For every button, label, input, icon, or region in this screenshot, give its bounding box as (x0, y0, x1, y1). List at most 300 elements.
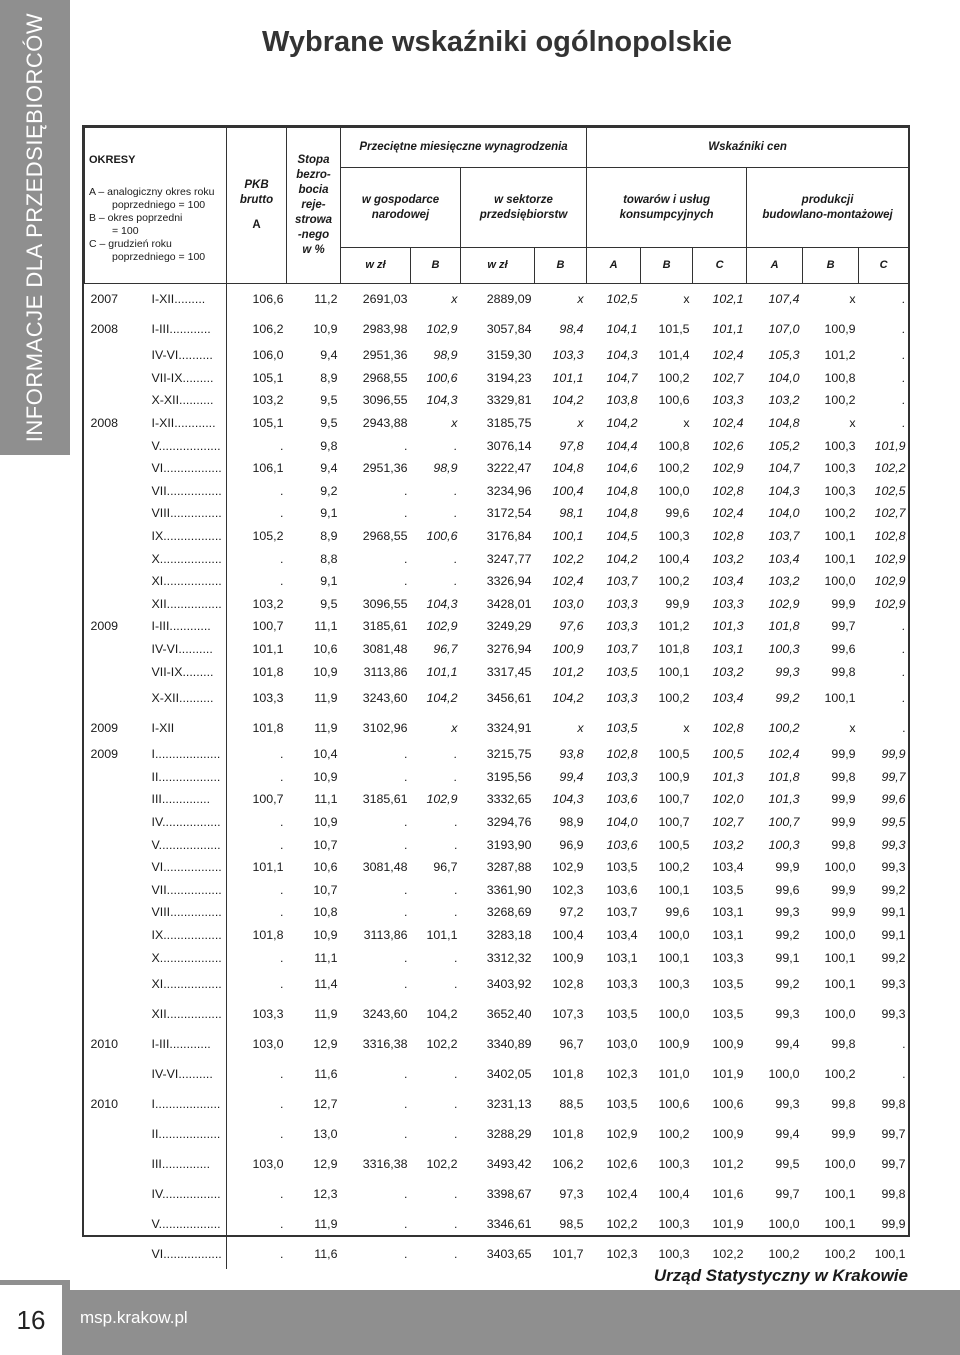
table-cell: 11,9 (314, 720, 338, 735)
table-cell: 100,9 (824, 322, 856, 336)
header-towary (587, 168, 747, 248)
table-cell: 99,9 (775, 860, 800, 875)
table-cell: . (902, 1036, 906, 1051)
table-cell: 100,2 (658, 1126, 690, 1141)
table-cell: . (404, 1066, 408, 1081)
table-cell: . (227, 969, 287, 999)
table-cell: 104,5 (606, 529, 638, 544)
sub-header: C (693, 248, 747, 284)
table-cell: 100,9 (658, 1036, 690, 1051)
table-cell: 99,7 (881, 769, 906, 784)
table-cell: 100,3 (658, 529, 690, 544)
table-cell: 99,8 (881, 1186, 906, 1201)
table-cell: 9,1 (320, 574, 338, 589)
legend-line: = 100 (112, 225, 139, 237)
table-cell: 101,9 (712, 1066, 744, 1081)
table-cell: x (451, 720, 458, 735)
table-cell: . (902, 393, 906, 408)
table-cell: 3057,84 (486, 322, 532, 336)
table-row (85, 525, 909, 548)
cell-period: I-XII............ (151, 416, 216, 431)
table-row (85, 570, 909, 593)
table-cell: 100,1 (874, 1246, 906, 1261)
table-cell: 3268,69 (486, 905, 532, 920)
table-cell: 99,2 (775, 976, 800, 991)
table-cell: 99,3 (775, 905, 800, 920)
table-cell: 12,9 (313, 1156, 338, 1171)
table-cell: 103,5 (606, 1006, 638, 1021)
header-text: A (252, 219, 261, 231)
table-cell: 9,8 (320, 438, 338, 453)
table-cell: 103,1 (606, 950, 638, 965)
cell-period: VIII............... (151, 506, 222, 521)
cell-period: I-XII......... (151, 292, 206, 306)
cell-period: IV-VI.......... (151, 348, 213, 363)
table-cell: . (227, 743, 287, 766)
table-cell: 3102,96 (362, 720, 408, 735)
table-cell: 99,3 (775, 1006, 800, 1021)
table-row (85, 788, 909, 811)
table-cell: . (227, 1119, 287, 1149)
cell-year: 2010 (90, 1096, 119, 1111)
header-text: towarów i usług (623, 193, 710, 206)
table-cell: 103,7 (606, 905, 638, 920)
table-cell: . (404, 1186, 408, 1201)
table-cell: 3493,42 (486, 1156, 532, 1171)
table-cell: . (404, 976, 408, 991)
cell-period: IV-VI.......... (151, 642, 213, 657)
table-cell: 8,8 (320, 551, 338, 566)
table-cell: 102,8 (712, 529, 744, 544)
table-cell: 104,2 (606, 416, 638, 431)
table-cell: 102,9 (874, 596, 906, 611)
cell-year (85, 457, 149, 480)
table-cell: 3312,32 (486, 950, 532, 965)
table-cell: 102,7 (874, 506, 906, 521)
cell-period: I-III............ (151, 619, 211, 634)
table-cell: 12,9 (313, 1036, 338, 1051)
table-row (85, 389, 909, 412)
table-cell: 99,9 (831, 747, 856, 762)
table-cell: 102,2 (606, 1216, 638, 1231)
table-cell: 100,1 (824, 529, 856, 544)
table-cell: 9,5 (320, 393, 338, 408)
table-row (85, 713, 909, 743)
table-cell: . (227, 878, 287, 901)
table-cell: 104,0 (768, 370, 800, 385)
cell-period: I................... (151, 747, 221, 762)
table-cell: 100,1 (824, 950, 856, 965)
table-cell: 97,6 (559, 619, 584, 634)
table-cell: 99,9 (881, 747, 906, 762)
header-text: reje- (301, 199, 326, 211)
table-row (85, 901, 909, 924)
table-cell: . (454, 747, 458, 762)
table-cell: 103,2 (768, 574, 800, 589)
table-cell: 99,2 (775, 927, 800, 942)
cell-period: V.................. (151, 438, 221, 453)
cell-period: IV-VI.......... (151, 1066, 213, 1081)
table-cell: . (227, 434, 287, 457)
table-row (85, 924, 909, 947)
table-cell: 11,2 (314, 292, 338, 306)
table-cell: 100,2 (824, 506, 856, 521)
table-cell: 3172,54 (486, 506, 532, 521)
table-cell: 3185,61 (362, 792, 408, 807)
table-cell: 100,2 (658, 860, 690, 875)
cell-period: VII-IX......... (151, 370, 214, 385)
table-cell: 100,0 (824, 1006, 856, 1021)
table-cell: 103,6 (606, 792, 638, 807)
table-row (85, 946, 909, 969)
table-cell: 103,3 (712, 393, 744, 408)
table-cell: 11,4 (314, 976, 338, 991)
table-cell: . (454, 837, 458, 852)
cell-year (85, 788, 149, 811)
table-cell: 102,4 (712, 348, 744, 363)
table-cell: 3326,94 (486, 574, 532, 589)
table-cell: 103,3 (606, 690, 638, 705)
cell-period: VII................ (151, 483, 222, 498)
table-row (85, 969, 909, 999)
table-cell: 102,6 (606, 1156, 638, 1171)
table-cell: 3346,61 (486, 1216, 532, 1231)
table-cell: 102,9 (552, 860, 584, 875)
table-cell: 100,6 (658, 1096, 690, 1111)
sub-header: B (641, 248, 693, 284)
table-cell: 10,9 (313, 769, 338, 784)
table-cell: 100,3 (824, 483, 856, 498)
header-wskazniki: Wskaźniki cen (587, 128, 909, 168)
table-cell: . (404, 747, 408, 762)
table-cell: 105,2 (768, 438, 800, 453)
table-cell: 103,6 (606, 837, 638, 852)
table-cell: 101,6 (712, 1186, 744, 1201)
footer-bar (64, 1290, 960, 1355)
table-cell: 102,9 (426, 322, 458, 336)
table-cell: 3176,84 (486, 529, 532, 544)
table-cell: 11,6 (314, 1066, 338, 1081)
table-cell: 102,9 (426, 792, 458, 807)
table-cell: 3402,05 (486, 1066, 532, 1081)
table-cell: 101,3 (712, 619, 744, 634)
table-cell: . (227, 547, 287, 570)
cell-year (85, 1239, 149, 1269)
table-cell: 101,8 (658, 642, 690, 657)
table-cell: 100,1 (552, 529, 584, 544)
table-cell: 103,4 (768, 551, 800, 566)
table-cell: 99,7 (881, 1156, 906, 1171)
table-cell: 101,1 (227, 856, 287, 879)
cell-year: 2008 (90, 322, 119, 336)
table-cell: 3361,90 (486, 882, 532, 897)
table-cell: 103,2 (712, 664, 744, 679)
table-cell: . (454, 976, 458, 991)
table-row (85, 615, 909, 638)
table-cell: . (227, 502, 287, 525)
table-cell: 102,3 (606, 1066, 638, 1081)
table-cell: 101,1 (227, 638, 287, 661)
table-cell: 103,2 (227, 389, 287, 412)
table-cell: 104,0 (606, 814, 638, 829)
table-cell: x (451, 292, 458, 306)
table-cell: 99,8 (831, 1036, 856, 1051)
table-cell: 103,5 (606, 860, 638, 875)
table-row (85, 743, 909, 766)
cell-year: 2009 (90, 619, 119, 634)
footer-url[interactable]: msp.krakow.pl (80, 1308, 188, 1327)
table-cell: 100,7 (658, 792, 690, 807)
table-cell: . (454, 882, 458, 897)
table-cell: 102,8 (712, 483, 744, 498)
table-cell: 100,6 (712, 1096, 744, 1111)
table-cell: 3276,94 (486, 642, 532, 657)
table-cell: 98,9 (433, 348, 458, 363)
table-cell: 103,2 (768, 393, 800, 408)
sub-header: B (803, 248, 859, 284)
table-cell: . (404, 1246, 408, 1261)
cell-year (85, 901, 149, 924)
table-cell: 104,6 (606, 461, 638, 476)
table-cell: 96,7 (433, 860, 458, 875)
table-cell: 99,8 (881, 1096, 906, 1111)
table-cell: 103,1 (712, 927, 744, 942)
table-cell: . (454, 1216, 458, 1231)
header-text: -nego (297, 229, 330, 241)
table-cell: 102,8 (606, 747, 638, 762)
table-cell: 105,3 (768, 348, 800, 363)
table-cell: 99,7 (831, 619, 856, 634)
table-cell: . (902, 690, 906, 705)
table-cell: . (454, 1126, 458, 1141)
table-cell: 99,4 (775, 1126, 800, 1141)
table-cell: 104,8 (552, 461, 584, 476)
table-cell: . (902, 370, 906, 385)
cell-year (85, 525, 149, 548)
legend-line: A – analogiczny okres roku (89, 186, 215, 198)
table-cell: 100,1 (658, 882, 690, 897)
table-cell: 100,9 (712, 1036, 744, 1051)
table-row (85, 547, 909, 570)
table-cell: 101,8 (552, 1126, 584, 1141)
table-cell: 100,3 (658, 976, 690, 991)
table-cell: 103,7 (768, 529, 800, 544)
table-cell: 3193,90 (486, 837, 532, 852)
table-cell: x (683, 292, 690, 306)
table-cell: 101,1 (426, 664, 458, 679)
cell-year (85, 766, 149, 789)
table-cell: 12,3 (313, 1186, 338, 1201)
table-cell: . (454, 814, 458, 829)
table-cell: 102,9 (712, 461, 744, 476)
table-cell: . (227, 1209, 287, 1239)
table-cell: 100,3 (768, 642, 800, 657)
table-cell: 101,2 (712, 1156, 744, 1171)
table-cell: 100,7 (658, 814, 690, 829)
table-cell: 10,8 (313, 905, 338, 920)
table-row (85, 1149, 909, 1179)
table-cell: 99,1 (775, 950, 800, 965)
table-cell: 103,0 (227, 1149, 287, 1179)
table-cell: 100,6 (658, 393, 690, 408)
table-cell: 101,1 (712, 322, 744, 336)
table-cell: . (404, 814, 408, 829)
cell-period: IV................. (151, 1186, 221, 1201)
header-produkcja (747, 168, 909, 248)
table-cell: 102,4 (552, 574, 584, 589)
table-cell: 101,8 (227, 924, 287, 947)
table-cell: 107,0 (768, 322, 800, 336)
table-cell: 11,1 (314, 619, 338, 634)
table-cell: 101,8 (227, 713, 287, 743)
table-cell: 101,7 (552, 1246, 584, 1261)
table-cell: 103,3 (606, 769, 638, 784)
table-cell: 100,5 (658, 837, 690, 852)
table-cell: x (683, 416, 690, 431)
legend-line: poprzedniego = 100 (112, 199, 206, 211)
table-row (85, 367, 909, 390)
table-cell: 2889,09 (486, 292, 532, 306)
table-cell: 9,2 (320, 483, 338, 498)
table-cell: 3329,81 (486, 393, 532, 408)
table-cell: 102,2 (426, 1156, 458, 1171)
table-cell: 99,4 (775, 1036, 800, 1051)
table-cell: 104,0 (768, 506, 800, 521)
table-cell: 99,8 (831, 837, 856, 852)
table-cell: 103,4 (712, 860, 744, 875)
header-gospodarka (341, 168, 461, 248)
table-cell: 100,4 (552, 483, 584, 498)
table-cell: 3456,61 (486, 690, 532, 705)
header-sektor (461, 168, 587, 248)
table-cell: 3215,75 (486, 747, 532, 762)
table-cell: 103,1 (712, 642, 744, 657)
header-text: PKB (244, 179, 269, 191)
table-cell: 99,6 (775, 882, 800, 897)
table-cell: 103,2 (712, 837, 744, 852)
table-cell: 103,7 (606, 574, 638, 589)
sub-header: C (859, 248, 909, 284)
table-cell: 100,0 (658, 1006, 690, 1021)
table-cell: 103,3 (712, 950, 744, 965)
cell-period: III.............. (151, 792, 211, 807)
table-cell: 103,8 (606, 393, 638, 408)
table-cell: 9,4 (320, 348, 338, 363)
table-cell: 101,8 (552, 1066, 584, 1081)
table-cell: 2983,98 (362, 322, 408, 336)
table-cell: 10,9 (313, 322, 338, 336)
table-cell: 99,2 (881, 882, 906, 897)
table-cell: 102,2 (426, 1036, 458, 1051)
table-cell: 103,5 (606, 720, 638, 735)
table-cell: 100,0 (824, 860, 856, 875)
table-cell: 100,2 (658, 370, 690, 385)
cell-period: II.................. (151, 769, 221, 784)
cell-period: V.................. (151, 837, 221, 852)
table-cell: 100,1 (658, 664, 690, 679)
table-row (85, 999, 909, 1029)
table-cell: 102,3 (606, 1246, 638, 1261)
table-row (85, 833, 909, 856)
table-cell: 96,9 (559, 837, 584, 852)
cell-period: X-XII.......... (151, 393, 214, 408)
table-cell: 3316,38 (362, 1156, 408, 1171)
table-cell: 100,2 (768, 1246, 800, 1261)
table-row (85, 344, 909, 367)
table-cell: 3294,76 (486, 814, 532, 829)
table-cell: 103,3 (227, 683, 287, 713)
cell-year (85, 389, 149, 412)
table-cell: 100,0 (658, 927, 690, 942)
table-cell: 99,9 (831, 596, 856, 611)
table-cell: 100,7 (227, 615, 287, 638)
table-cell: 11,1 (314, 950, 338, 965)
cell-period: I-III............ (151, 322, 211, 336)
header-text: brutto (239, 194, 274, 206)
cell-year: 2007 (90, 292, 119, 306)
table-cell: 99,6 (665, 905, 690, 920)
table-cell: 3324,91 (486, 720, 532, 735)
cell-period: I-III............ (151, 1036, 211, 1051)
table-cell: 100,1 (824, 551, 856, 566)
table-cell: 102,4 (606, 1186, 638, 1201)
cell-year (85, 946, 149, 969)
cell-period: XII................ (151, 1006, 222, 1021)
table-cell: 102,9 (426, 619, 458, 634)
table-cell: 3234,96 (486, 483, 532, 498)
table-cell: 98,9 (433, 461, 458, 476)
table-cell: 106,1 (227, 457, 287, 480)
table-cell: 103,1 (712, 905, 744, 920)
table-cell: 3185,61 (362, 619, 408, 634)
table-cell: . (227, 901, 287, 924)
cell-period: V.................. (151, 1216, 221, 1231)
table-cell: 99,8 (831, 664, 856, 679)
table-cell: 103,3 (606, 596, 638, 611)
table-cell: 102,8 (552, 976, 584, 991)
table-cell: x (849, 292, 856, 306)
table-cell: 100,7 (227, 788, 287, 811)
table-cell: . (454, 438, 458, 453)
table-cell: 101,8 (227, 660, 287, 683)
header-okresy (85, 128, 227, 284)
table-cell: . (404, 882, 408, 897)
table-cell: 102,7 (712, 370, 744, 385)
table-cell: 9,5 (320, 596, 338, 611)
table-cell: 9,1 (320, 506, 338, 521)
table-cell: x (849, 416, 856, 431)
cell-period: IV................. (151, 814, 221, 829)
table-cell: 103,4 (712, 574, 744, 589)
table-cell: 3159,30 (486, 348, 532, 363)
table-cell: . (227, 1059, 287, 1089)
table-cell: . (454, 1066, 458, 1081)
table-cell: 104,1 (606, 322, 638, 336)
table-cell: 99,5 (881, 814, 906, 829)
table-cell: 101,2 (658, 619, 690, 634)
table-cell: 100,7 (768, 814, 800, 829)
table-cell: 99,9 (831, 905, 856, 920)
cell-year (85, 638, 149, 661)
table-cell: 103,4 (712, 690, 744, 705)
table-cell: 3317,45 (486, 664, 532, 679)
cell-year (85, 502, 149, 525)
table-cell: 103,3 (606, 976, 638, 991)
table-cell: 3403,65 (486, 1246, 532, 1261)
cell-period: VI................. (151, 461, 222, 476)
header-text: Stopa (297, 154, 330, 166)
table-cell: . (902, 1066, 906, 1081)
